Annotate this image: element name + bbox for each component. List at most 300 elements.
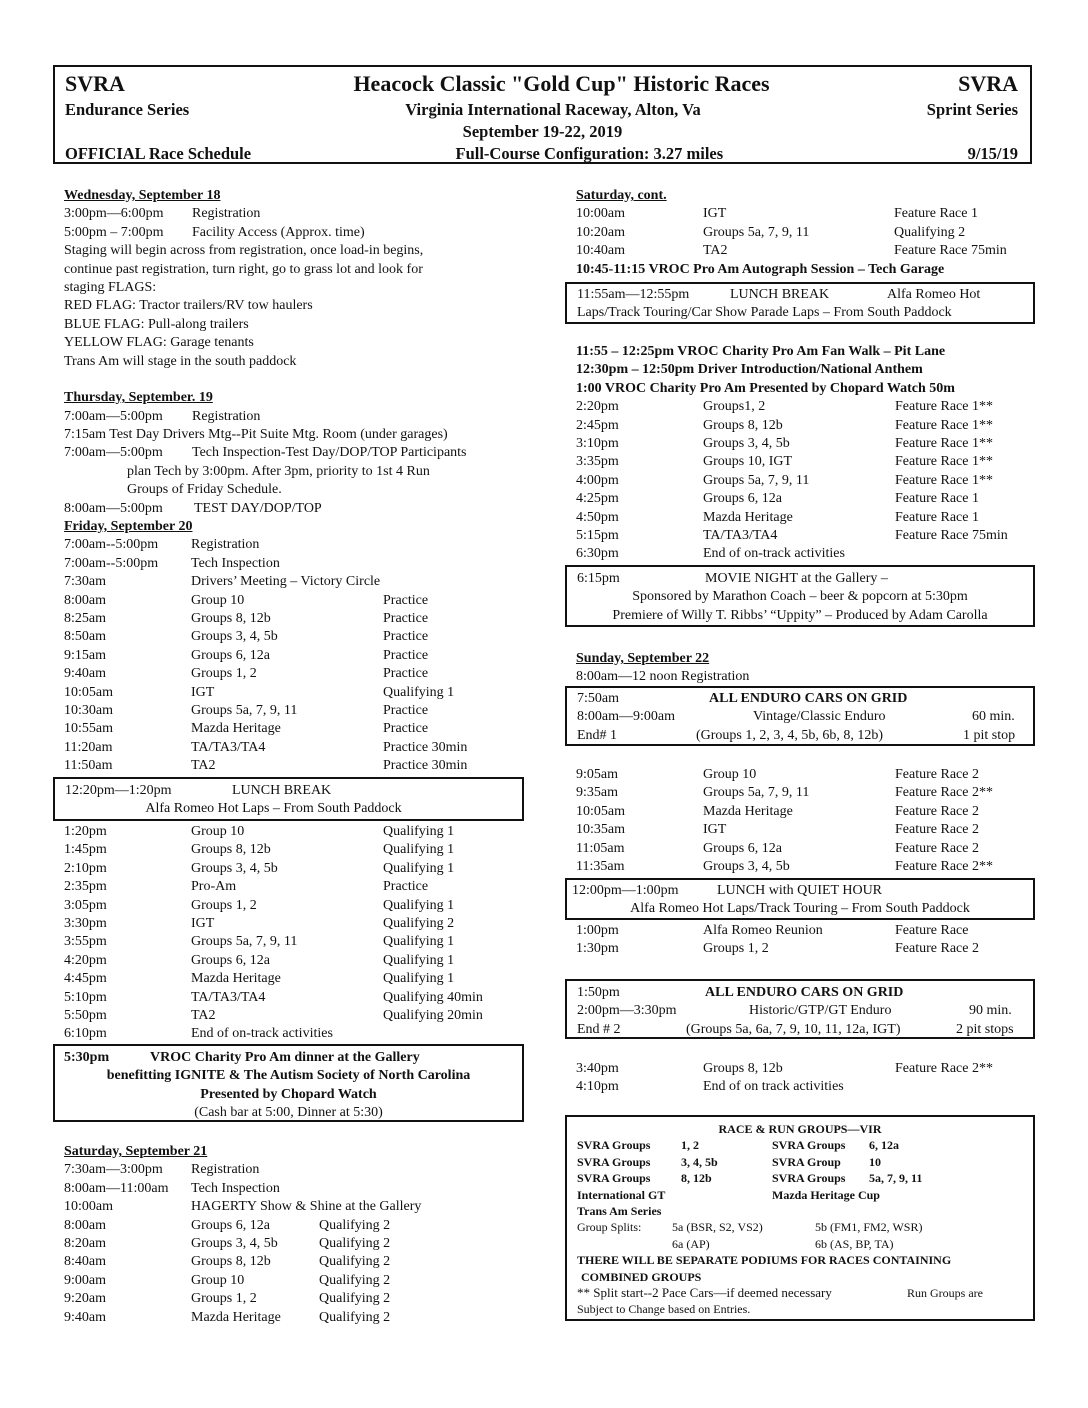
group: End of on-track activities [191,1026,333,1042]
session: Practice 30min [383,758,468,774]
schedule-row [64,1272,524,1290]
anthem: 12:30pm – 12:50pm Driver Introduction/National Anthem [576,362,923,378]
session: Practice [383,592,429,608]
lunch-detail: Laps/Track Touring/Car Show Parade Laps – From South Paddock [577,305,952,321]
group-label: SVRA Groups [577,1138,651,1153]
session: Qualifying 1 [383,684,455,700]
group-label: International GT [577,1187,666,1202]
activity: LUNCH with QUIET HOUR [717,883,883,898]
session: Feature Race 1 [895,509,979,525]
group: Groups 1, 2 [191,1291,257,1307]
group: Groups 6, 12a [191,952,270,968]
sunday-morning-list [576,766,1036,876]
split-value: 5a (BSR, S2, VS2) [672,1220,763,1235]
time: 3:10pm [576,435,619,451]
schedule-row [64,684,524,702]
session: Feature Race 2** [895,858,993,874]
time: 3:05pm [64,897,107,913]
day-heading: Saturday, September 21 [64,1144,208,1159]
group: TA2 [703,243,728,259]
group: Mazda Heritage [191,971,281,987]
group: Groups 8, 12b [191,1254,271,1270]
schedule-row [576,803,1036,821]
time: 11:05am [576,840,625,856]
day-heading: Thursday, September. 19 [64,390,213,406]
day-heading: Friday, September 20 [64,519,193,535]
time: 4:10pm [576,1079,619,1095]
dinner-sponsor: Presented by Chopard Watch [200,1086,377,1102]
dinner-beneficiary: benefitting IGNITE & The Autism Society of North Carolina [106,1068,471,1084]
time: 5:30pm [64,1050,110,1065]
session: Feature Race 1** [895,435,993,451]
session: Feature Race 2** [895,1061,993,1076]
time: 4:25pm [576,491,619,507]
enduro-groups: (Groups 5a, 6a, 7, 9, 10, 11, 12a, IGT) [686,1021,901,1037]
group-label: SVRA Groups [577,1154,651,1169]
note: Trans Am will stage in the south paddock [64,353,297,369]
schedule-row [64,915,524,933]
time: 2:20pm [576,399,619,415]
right-subtitle: Sprint Series [926,100,1018,119]
schedule-row [576,527,1036,545]
enduro-heading: ALL ENDURO CARS ON GRID [709,691,908,706]
time: 6:15pm [577,571,620,586]
run-groups-box [565,1115,1035,1321]
time: 3:55pm [64,934,107,950]
group-value: 6, 12a [869,1138,899,1153]
time: 7:30am—3:00pm [64,1162,163,1178]
schedule-row [64,933,524,951]
group-value: 5a, 7, 9, 11 [869,1171,923,1186]
splits-label: Group Splits: [577,1220,642,1235]
group-label: SVRA Group [772,1154,841,1169]
group: Groups 3, 4, 5b [703,435,790,451]
group-value: 3, 4, 5b [681,1154,718,1169]
schedule-row [64,1025,524,1043]
session: Practice [383,666,429,682]
group: Groups 6, 12a [703,840,782,856]
group: Groups 3, 4, 5b [703,858,790,874]
session: Feature Race 2 [895,840,979,856]
group: End of on track activities [703,1079,844,1095]
schedule-row [576,224,1036,242]
note: staging FLAGS: [64,279,157,295]
session: Feature Race 1 [894,206,978,222]
schedule-row [576,821,1036,839]
time: 10:40am [576,243,625,259]
left-column [64,187,524,776]
group: Groups 10, IGT [703,454,793,470]
time: 6:30pm [576,546,619,562]
session: Qualifying 2 [319,1254,391,1270]
group: Groups 8, 12b [191,842,271,858]
session: Qualifying 2 [319,1217,391,1233]
schedule-row [64,989,524,1007]
session: Qualifying 20min [383,1007,483,1023]
time: 9:05am [576,767,618,782]
time: 4:20pm [64,952,107,968]
schedule-row [64,841,524,859]
schedule-row [576,940,1036,958]
session: Qualifying 1 [383,897,455,913]
time: 2:45pm [576,417,619,433]
session: Qualifying 2 [319,1235,391,1251]
group: IGT [191,684,215,700]
schedule-row [64,1198,524,1216]
activity: Registration [192,206,261,222]
day-heading: Sunday, September 22 [576,651,710,666]
session: Feature Race 1** [895,472,993,488]
schedule-row [64,720,524,738]
day-heading: Wednesday, September 18 [64,188,221,203]
time: 12:20pm—1:20pm [65,783,172,798]
friday-afternoon-list [64,823,524,1044]
schedule-row [64,952,524,970]
time: 10:55am [64,721,113,737]
schedule-row [64,592,524,610]
time: 9:00am [64,1272,106,1288]
group: Groups 5a, 7, 9, 11 [191,934,298,950]
time: 1:30pm [576,941,619,957]
group: TA/TA3/TA4 [191,739,266,755]
schedule-row [64,1290,524,1308]
podium-note: THERE WILL BE SEPARATE PODIUMS FOR RACES CONTAINING [577,1253,952,1268]
schedule-row [576,472,1036,490]
schedule-row [576,398,1036,416]
schedule-row [576,435,1036,453]
session: Practice [383,721,429,737]
schedule-row [64,1007,524,1025]
session: Feature Race 1** [895,399,993,415]
time: 1:50pm [577,985,620,1000]
time: 10:20am [576,224,625,240]
activity: Registration [192,408,261,424]
time: 1:20pm [64,824,107,839]
group: Tech Inspection [191,555,280,571]
session: Practice [383,879,429,895]
session: Qualifying 2 [383,915,455,931]
schedule-row [64,897,524,915]
time: 2:00pm—3:30pm [577,1003,677,1019]
saturday-list [64,1161,524,1327]
group: Groups 8, 12b [191,610,271,626]
time: 9:20am [64,1291,106,1307]
group: Groups 6, 12a [191,647,270,663]
schedule-row [576,417,1036,435]
time: 5:00pm – 7:00pm [64,224,164,240]
group: Mazda Heritage [191,1309,281,1325]
duration: 60 min. [972,709,1015,725]
time: 3:00pm—6:00pm [64,206,164,222]
time: 4:45pm [64,971,107,987]
group: Groups 5a, 7, 9, 11 [191,702,298,718]
schedule-row [576,922,1036,940]
group: Groups 5a, 7, 9, 11 [703,472,810,488]
lunch-detail: Alfa Romeo Hot Laps – From South Paddock [145,801,402,817]
course-config: Full-Course Configuration: 3.27 miles [455,144,724,163]
right-column [576,187,1036,279]
session: Practice [383,647,429,663]
time: 2:35pm [64,879,107,895]
change-note: Subject to Change based on Entries. [577,1302,751,1317]
activity: LUNCH BREAK [730,287,830,302]
group: TA/TA3/TA4 [191,989,266,1005]
time: 12:00pm—1:00pm [572,883,679,898]
group: IGT [703,822,727,838]
main-title: Heacock Classic "Gold Cup" Historic Races [353,71,770,96]
time: 5:50pm [64,1007,107,1023]
left-subtitle: Endurance Series [65,100,190,119]
schedule-row [64,1217,524,1235]
dinner-title: VROC Charity Pro Am dinner at the Gallery [150,1050,420,1065]
movie-premiere: Premiere of Willy T. Ribbs’ “Uppity” – Produced by Adam Carolla [612,607,988,623]
group: TA/TA3/TA4 [703,527,778,543]
schedule-row [576,453,1036,471]
time: 8:20am [64,1235,106,1251]
time: 10:30am [64,702,113,718]
time: 9:35am [576,785,618,801]
activity: Facility Access (Approx. time) [192,224,365,240]
group-value: 1, 2 [681,1138,699,1153]
group: Mazda Heritage [191,721,281,737]
group: Group 10 [191,824,245,839]
schedule-row [576,1060,1036,1078]
time: 8:00am [64,592,106,608]
group: Alfa Romeo Reunion [703,923,823,938]
enduro-heading: ALL ENDURO CARS ON GRID [705,985,904,1000]
schedule-row [64,970,524,988]
podium-note: COMBINED GROUPS [581,1269,702,1284]
schedule-row [64,1180,524,1198]
time: 11:20am [64,739,113,755]
time: 9:40am [64,1309,106,1325]
sunday-column [576,650,1036,687]
change-note: Run Groups are [907,1285,983,1300]
note: RED FLAG: Tractor trailers/RV tow haulers [64,298,313,314]
time: 8:00am [64,1217,106,1233]
time: 8:00am—11:00am [64,1180,169,1196]
day-heading: Saturday, cont. [576,188,667,203]
split-value: 6a (AP) [672,1236,710,1251]
time: 11:35am [576,858,625,874]
schedule-row [64,1161,524,1179]
schedule-row [576,784,1036,802]
time: 7:00am--5:00pm [64,537,159,553]
time: 4:00pm [576,472,619,488]
group-label: Mazda Heritage Cup [772,1187,880,1202]
group: HAGERTY Show & Shine at the Gallery [191,1199,422,1215]
session: Qualifying 1 [383,842,455,858]
session: Qualifying 2 [319,1291,391,1307]
schedule-row [64,757,524,775]
schedule-row [64,739,524,757]
schedule-row [64,860,524,878]
duration: 90 min. [969,1003,1012,1019]
activity: LUNCH BREAK [232,783,332,798]
sunday-late-list [576,1060,1036,1097]
group: Groups 3, 4, 5b [191,1235,278,1251]
time: 7:00am--5:00pm [64,555,159,571]
friday-morning-list [64,536,524,775]
time: 3:35pm [576,454,619,470]
autograph-session: 10:45-11:15 VROC Pro Am Autograph Session – Tech Garage [576,261,945,277]
time: 1:00pm [576,923,619,938]
group: Registration [191,537,260,553]
group-value: 10 [869,1154,881,1169]
time: 9:15am [64,647,106,663]
session: Qualifying 1 [383,860,455,876]
session: Feature Race 2** [895,785,993,801]
enduro-name: Vintage/Classic Enduro [753,709,886,725]
lunch-detail: Alfa Romeo Hot Laps/Track Touring – From South Paddock [630,901,970,917]
schedule-row [576,205,1036,223]
schedule-row [64,878,524,896]
schedule-row [64,702,524,720]
group: Groups 6, 12a [703,491,782,507]
schedule-row [576,509,1036,527]
dinner-times: (Cash bar at 5:00, Dinner at 5:30) [194,1105,383,1121]
group: Groups 3, 4, 5b [191,629,278,645]
group-label: SVRA Groups [772,1138,846,1153]
time: 8:00am—5:00pm [64,500,163,516]
venue: Virginia International Raceway, Alton, Va [405,100,701,119]
time: 8:00am—9:00am [577,709,675,725]
session: Qualifying 40min [383,989,483,1005]
time: 7:00am—5:00pm [64,445,163,461]
time: 10:05am [64,684,113,700]
enduro-name: Historic/GTP/GT Enduro [749,1003,892,1019]
activity: Tech Inspection-Test Day/DOP/TOP Participants [192,445,467,461]
time: 5:15pm [576,527,619,543]
group: Group 10 [191,1272,245,1288]
split-value: 5b (FM1, FM2, WSR) [815,1220,923,1235]
schedule-row [64,536,524,554]
time: 2:10pm [64,860,107,876]
session: Qualifying 1 [383,934,455,950]
group-label: SVRA Groups [772,1171,846,1186]
session: Qualifying 2 [319,1272,391,1288]
run-groups-title: RACE & RUN GROUPS—VIR [718,1122,882,1136]
note: BLUE FLAG: Pull-along trailers [64,316,249,332]
group: TA2 [191,758,216,774]
enduro-label: End # 2 [577,1021,621,1037]
saturday-cont-list [576,205,1036,260]
time: 9:40am [64,666,106,682]
session: Qualifying 2 [894,224,966,240]
group: Groups 1, 2 [703,941,769,957]
activity: plan Tech by 3:00pm. After 3pm, priority to 1st 4 Run [127,463,430,479]
registration-line: 8:00am—12 noon Registration [576,669,750,685]
session: Practice [383,629,429,645]
activity: Groups of Friday Schedule. [127,482,282,498]
group: Group 10 [191,592,245,608]
schedule-row [64,555,524,573]
session: Qualifying 1 [383,824,455,839]
friday-dinner-box [53,1044,524,1122]
schedule-row [64,647,524,665]
time: 7:00am—5:00pm [64,408,163,424]
group: Tech Inspection [191,1180,280,1196]
note: Staging will begin across from registration, once load-in begins, [64,243,424,259]
group: Groups 6, 12a [191,1217,270,1233]
group: Groups 3, 4, 5b [191,860,278,876]
group: IGT [703,206,727,222]
session: Practice [383,610,429,626]
schedule-line: 7:15am Test Day Drivers Mtg--Pit Suite Mtg. Room (under garages) [64,427,448,443]
time: 3:40pm [576,1061,619,1076]
time: 11:50am [64,758,113,774]
time: 4:50pm [576,509,619,525]
group: Groups1, 2 [703,399,766,415]
fan-walk: 11:55 – 12:25pm VROC Charity Pro Am Fan Walk – Pit Lane [576,344,946,359]
group: Mazda Heritage [703,509,793,525]
group: Registration [191,1162,260,1178]
group-label: Trans Am Series [577,1203,662,1218]
schedule-row [64,823,524,841]
movie-sponsor: Sponsored by Marathon Coach – beer & popcorn at 5:30pm [632,589,968,605]
session: Practice 30min [383,739,468,755]
enduro-label: End# 1 [577,727,618,743]
split-start-note: ** Split start--2 Pace Cars—if deemed necessary [577,1284,832,1300]
sunday-lunch-box [565,878,1035,920]
left-title: SVRA [65,71,125,96]
saturday-afternoon [576,343,1036,564]
session: Feature Race 2 [895,803,979,819]
group: IGT [191,915,215,931]
session: Feature Race [895,923,969,938]
session: Feature Race 2 [895,941,979,957]
time: 7:50am [577,691,619,706]
header-box [53,65,1032,164]
schedule-row [576,840,1036,858]
enduro-groups: (Groups 1, 2, 3, 4, 5b, 6b, 8, 12b) [696,727,884,743]
schedule-row [64,573,524,591]
enduro2-box [565,979,1035,1039]
schedule-label: OFFICIAL Race Schedule [65,144,252,163]
time: 10:05am [576,803,625,819]
time: 10:00am [64,1199,113,1215]
activity: Alfa Romeo Hot [887,287,981,302]
saturday-lunch-box [565,282,1035,324]
session: Practice [383,702,429,718]
schedule-row [64,1309,524,1327]
time: 5:10pm [64,989,107,1005]
group: Groups 8, 12b [703,1061,783,1076]
schedule-row [576,490,1036,508]
session: Feature Race 1** [895,417,993,433]
time: 6:10pm [64,1026,107,1042]
group: Groups 5a, 7, 9, 11 [703,224,810,240]
group: Groups 8, 12b [703,417,783,433]
group-label: SVRA Groups [577,1171,651,1186]
note: continue past registration, turn right, go to grass lot and look for [64,261,423,277]
session: Feature Race 1 [895,491,979,507]
schedule-row [64,610,524,628]
session: Feature Race 75min [894,243,1007,259]
revision-date: 9/15/19 [967,144,1018,163]
time: 7:30am [64,574,106,590]
session: Qualifying 2 [319,1309,391,1325]
movie-night-box [565,565,1035,627]
session: Feature Race 2 [895,767,979,782]
time: 1:45pm [64,842,107,858]
friday-lunch-box [53,777,524,821]
schedule-row [576,858,1036,876]
group: TA2 [191,1007,216,1023]
time: 8:25am [64,610,106,626]
schedule-row [64,665,524,683]
time: 3:30pm [64,915,107,931]
